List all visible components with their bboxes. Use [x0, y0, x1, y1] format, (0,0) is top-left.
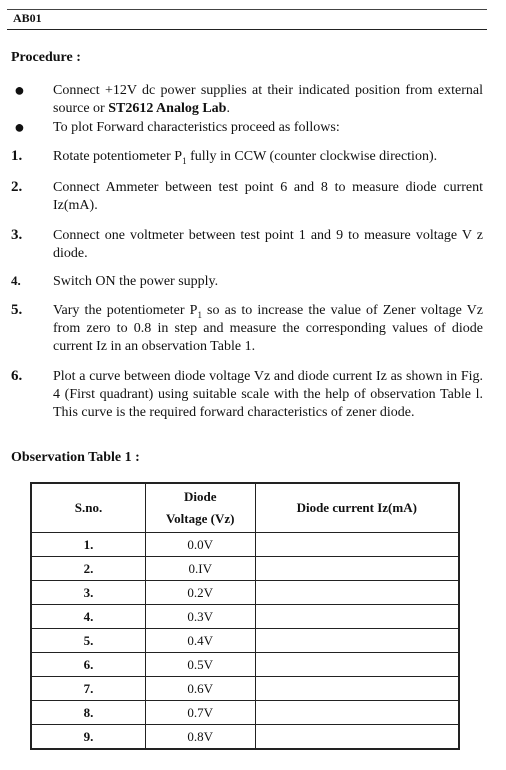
column-header-current: Diode current Iz(mA) — [255, 483, 459, 533]
step-number: 6. — [11, 368, 23, 384]
row-sno: 8. — [31, 701, 145, 725]
bullet-text: Connect +12V dc power supplies at their indicated position from external source or ST2612 Analog Lab. — [53, 83, 483, 116]
step-text: Connect one voltmeter between test point 1 and 9 to measure voltage V z diode. — [53, 228, 483, 261]
bullet-icon: ● — [14, 117, 25, 137]
document-code: AB01 — [13, 11, 42, 25]
procedure-bullet — [11, 82, 483, 118]
row-voltage: 0.4V — [145, 629, 255, 653]
procedure-step — [11, 302, 483, 356]
table-row — [31, 533, 459, 557]
procedure-step — [11, 273, 483, 291]
header-rule — [7, 29, 487, 30]
row-voltage: 0.7V — [145, 701, 255, 725]
row-sno: 2. — [31, 557, 145, 581]
column-header-sno: S.no. — [31, 483, 145, 533]
row-current — [255, 605, 459, 629]
row-voltage: 0.IV — [145, 557, 255, 581]
table-row — [31, 605, 459, 629]
step-number: 2. — [11, 179, 23, 195]
procedure-step — [11, 179, 483, 215]
bullet-text: To plot Forward characteristics proceed as follows: — [53, 120, 340, 135]
row-sno: 1. — [31, 533, 145, 557]
table-row — [31, 677, 459, 701]
table-row — [31, 557, 459, 581]
procedure-heading: Procedure : — [11, 50, 81, 65]
row-voltage: 0.2V — [145, 581, 255, 605]
step-number: 5. — [11, 302, 23, 318]
row-current — [255, 581, 459, 605]
table-row — [31, 581, 459, 605]
step-text: Connect Ammeter between test point 6 and 8 to measure diode current Iz(mA). — [53, 180, 483, 213]
row-current — [255, 677, 459, 701]
row-voltage: 0.6V — [145, 677, 255, 701]
row-sno: 3. — [31, 581, 145, 605]
row-current — [255, 653, 459, 677]
row-current — [255, 701, 459, 725]
step-text: Plot a curve between diode voltage Vz and diode current Iz as shown in Fig. 4 (First quadrant) using suitable scale with the help of observation Table l. This curve is the required forward characteristics of zener diode. — [53, 369, 483, 420]
row-sno: 4. — [31, 605, 145, 629]
row-voltage: 0.0V — [145, 533, 255, 557]
row-current — [255, 725, 459, 750]
row-voltage: 0.5V — [145, 653, 255, 677]
row-current — [255, 533, 459, 557]
step-text: Rotate potentiometer $P_1$ fully in CCW (counter clockwise direction). — [53, 149, 438, 166]
row-current — [255, 629, 459, 653]
procedure-step — [11, 368, 483, 422]
step-text: Switch ON the power supply. — [53, 274, 219, 289]
table-row — [31, 701, 459, 725]
column-header-voltage: Diode Voltage (Vz) — [145, 483, 255, 533]
row-sno: 7. — [31, 677, 145, 701]
row-sno: 5. — [31, 629, 145, 653]
step-number: 4. — [11, 273, 21, 288]
observation-table — [30, 482, 460, 750]
table-row — [31, 629, 459, 653]
row-sno: 9. — [31, 725, 145, 750]
bullet-icon: ● — [14, 80, 25, 100]
header-rule-top — [7, 9, 487, 10]
table-row — [31, 725, 459, 750]
row-voltage: 0.8V — [145, 725, 255, 750]
table-row — [31, 653, 459, 677]
procedure-step — [11, 148, 483, 166]
lab-name: ST2612 Analog Lab — [108, 101, 227, 116]
row-current — [255, 557, 459, 581]
step-number: 1. — [11, 148, 23, 164]
observation-heading: Observation Table 1 : — [11, 450, 140, 465]
procedure-bullet — [11, 119, 483, 137]
row-voltage: 0.3V — [145, 605, 255, 629]
procedure-step — [11, 227, 483, 263]
row-sno: 6. — [31, 653, 145, 677]
step-number: 3. — [11, 227, 23, 243]
step-text: Vary the potentiometer $P_1$ so as to increase the value of Zener voltage Vz from zero to 0.8 in step and measure the corresponding values of diode current Iz in an observation Table 1. — [53, 303, 483, 354]
table-header-row — [31, 483, 459, 533]
